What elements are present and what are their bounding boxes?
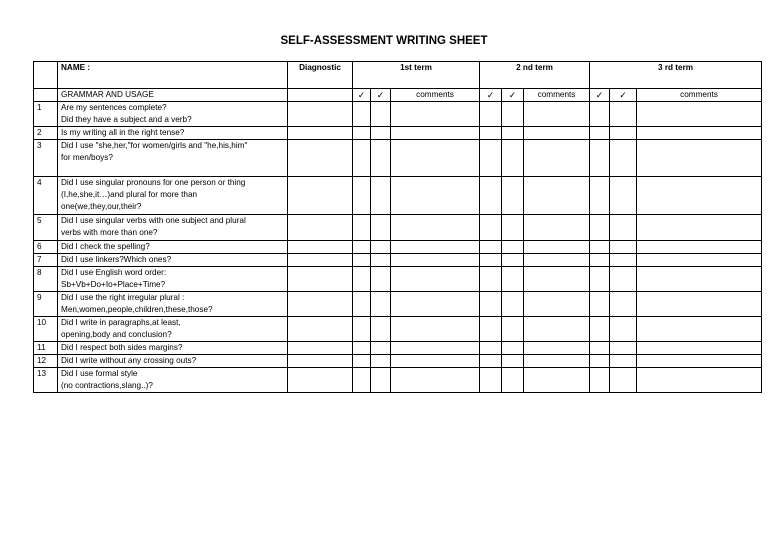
answer-cell[interactable] (288, 102, 353, 127)
answer-cell[interactable] (590, 355, 610, 368)
question-line: Did I use singular verbs with one subject and plural (61, 216, 246, 225)
answer-cell[interactable] (502, 342, 524, 355)
question-line: Did I use formal style (61, 369, 138, 378)
answer-cell[interactable] (502, 102, 524, 127)
answer-cell[interactable] (391, 102, 480, 127)
answer-cell[interactable] (391, 140, 480, 177)
answer-cell[interactable] (590, 140, 610, 177)
table-row (34, 140, 762, 177)
answer-cell[interactable] (391, 254, 480, 267)
answer-cell[interactable] (524, 127, 590, 140)
answer-cell[interactable] (371, 317, 391, 342)
answer-cell[interactable] (480, 140, 502, 177)
answer-cell[interactable] (288, 177, 353, 215)
table-row (34, 127, 762, 140)
answer-cell[interactable] (288, 140, 353, 177)
question-line: verbs with more than one? (61, 228, 158, 237)
name-label: NAME : (58, 62, 288, 89)
diagnostic-cell (288, 89, 353, 102)
answer-cell[interactable] (480, 317, 502, 342)
question-line: Did I check the spelling? (61, 242, 150, 251)
answer-cell[interactable] (353, 140, 371, 177)
answer-cell[interactable] (610, 292, 637, 317)
answer-cell[interactable] (610, 355, 637, 368)
answer-cell[interactable] (371, 267, 391, 292)
answer-cell[interactable] (502, 177, 524, 215)
question-cell (58, 317, 288, 342)
question-cell (58, 177, 288, 215)
answer-cell[interactable] (524, 254, 590, 267)
row-number: 12 (34, 355, 58, 368)
answer-cell[interactable] (391, 342, 480, 355)
answer-cell[interactable] (590, 368, 610, 393)
answer-cell[interactable] (353, 292, 371, 317)
question-line: Did I write without any crossing outs? (61, 356, 197, 365)
answer-cell[interactable] (524, 368, 590, 393)
question-line: Is my writing all in the right tense? (61, 128, 185, 137)
answer-cell[interactable] (524, 215, 590, 241)
answer-cell[interactable] (524, 355, 590, 368)
answer-cell[interactable] (288, 215, 353, 241)
answer-cell[interactable] (502, 317, 524, 342)
answer-cell[interactable] (480, 215, 502, 241)
row-number: 6 (34, 241, 58, 254)
answer-cell[interactable] (590, 127, 610, 140)
question-cell (58, 267, 288, 292)
answer-cell[interactable] (610, 254, 637, 267)
answer-cell[interactable] (480, 292, 502, 317)
answer-cell[interactable] (288, 355, 353, 368)
answer-cell[interactable] (480, 241, 502, 254)
answer-cell[interactable] (480, 102, 502, 127)
question-cell (58, 368, 288, 393)
blank-cell (34, 89, 58, 102)
answer-cell[interactable] (371, 241, 391, 254)
question-line: Did I use singular pronouns for one person or thing (61, 178, 246, 187)
answer-cell[interactable] (502, 254, 524, 267)
answer-cell[interactable] (288, 342, 353, 355)
answer-cell[interactable] (610, 140, 637, 177)
row-number: 13 (34, 368, 58, 393)
table-row (34, 241, 762, 254)
answer-cell[interactable] (524, 177, 590, 215)
answer-cell[interactable] (610, 368, 637, 393)
answer-cell[interactable] (637, 215, 762, 241)
answer-cell[interactable] (353, 127, 371, 140)
answer-cell[interactable] (371, 368, 391, 393)
answer-cell[interactable] (637, 355, 762, 368)
answer-cell[interactable] (502, 241, 524, 254)
answer-cell[interactable] (590, 292, 610, 317)
answer-cell[interactable] (610, 342, 637, 355)
answer-cell[interactable] (590, 317, 610, 342)
answer-cell[interactable] (637, 267, 762, 292)
answer-cell[interactable] (610, 102, 637, 127)
answer-cell[interactable] (353, 215, 371, 241)
row-number: 7 (34, 254, 58, 267)
answer-cell[interactable] (288, 317, 353, 342)
answer-cell[interactable] (480, 177, 502, 215)
answer-cell[interactable] (371, 355, 391, 368)
answer-cell[interactable] (353, 102, 371, 127)
question-line: Men,women,people,children,these,those? (61, 305, 213, 314)
table-row (34, 215, 762, 241)
section-label: GRAMMAR AND USAGE (58, 89, 288, 102)
answer-cell[interactable] (524, 102, 590, 127)
answer-cell[interactable] (371, 292, 391, 317)
assessment-table (33, 61, 762, 393)
question-line: Did I write in paragraphs,at least, (61, 318, 181, 327)
answer-cell[interactable] (480, 342, 502, 355)
question-cell (58, 102, 288, 127)
question-cell (58, 342, 288, 355)
check-icon: ✓ (610, 89, 637, 102)
table-row (34, 342, 762, 355)
question-line: Sb+Vb+Do+Io+Place+Time? (61, 280, 166, 289)
answer-cell[interactable] (288, 254, 353, 267)
answer-cell[interactable] (610, 267, 637, 292)
term1-header: 1st term (353, 62, 480, 89)
question-line: one(we,they,our,their? (61, 202, 142, 211)
answer-cell[interactable] (288, 292, 353, 317)
row-number: 9 (34, 292, 58, 317)
row-number: 5 (34, 215, 58, 241)
answer-cell[interactable] (502, 127, 524, 140)
answer-cell[interactable] (391, 292, 480, 317)
answer-cell[interactable] (637, 368, 762, 393)
page-title: SELF-ASSESSMENT WRITING SHEET (280, 35, 488, 47)
answer-cell[interactable] (480, 368, 502, 393)
answer-cell[interactable] (637, 254, 762, 267)
table-row (34, 177, 762, 215)
answer-cell[interactable] (391, 177, 480, 215)
answer-cell[interactable] (524, 241, 590, 254)
question-line: Did I use linkers?Which ones? (61, 255, 172, 264)
answer-cell[interactable] (637, 140, 762, 177)
diagnostic-header: Diagnostic (288, 62, 353, 89)
answer-cell[interactable] (353, 267, 371, 292)
answer-cell[interactable] (524, 292, 590, 317)
table-row (34, 267, 762, 292)
blank-cell (34, 62, 58, 89)
answer-cell[interactable] (590, 215, 610, 241)
answer-cell[interactable] (502, 355, 524, 368)
table-row (34, 317, 762, 342)
answer-cell[interactable] (480, 355, 502, 368)
question-cell (58, 241, 288, 254)
question-cell (58, 140, 288, 177)
question-cell (58, 215, 288, 241)
check-icon: ✓ (590, 89, 610, 102)
row-number: 2 (34, 127, 58, 140)
answer-cell[interactable] (371, 102, 391, 127)
answer-cell[interactable] (353, 254, 371, 267)
answer-cell[interactable] (590, 254, 610, 267)
answer-cell[interactable] (288, 241, 353, 254)
answer-cell[interactable] (288, 368, 353, 393)
row-number: 1 (34, 102, 58, 127)
question-line: Did they have a subject and a verb? (61, 115, 192, 124)
answer-cell[interactable] (391, 267, 480, 292)
term2-header: 2 nd term (480, 62, 590, 89)
answer-cell[interactable] (288, 127, 353, 140)
check-icon: ✓ (353, 89, 371, 102)
answer-cell[interactable] (353, 342, 371, 355)
answer-cell[interactable] (391, 215, 480, 241)
answer-cell[interactable] (610, 177, 637, 215)
check-icon: ✓ (480, 89, 502, 102)
answer-cell[interactable] (353, 368, 371, 393)
row-number: 10 (34, 317, 58, 342)
answer-cell[interactable] (590, 102, 610, 127)
question-cell (58, 292, 288, 317)
row-number: 11 (34, 342, 58, 355)
answer-cell[interactable] (371, 215, 391, 241)
check-icon: ✓ (502, 89, 524, 102)
check-icon: ✓ (371, 89, 391, 102)
answer-cell[interactable] (391, 317, 480, 342)
answer-cell[interactable] (524, 267, 590, 292)
question-line: Did I use the right irregular plural : (61, 293, 185, 302)
answer-cell[interactable] (637, 127, 762, 140)
answer-cell[interactable] (637, 292, 762, 317)
answer-cell[interactable] (637, 241, 762, 254)
answer-cell[interactable] (610, 241, 637, 254)
answer-cell[interactable] (590, 267, 610, 292)
answer-cell[interactable] (610, 317, 637, 342)
table-row (34, 254, 762, 267)
answer-cell[interactable] (610, 215, 637, 241)
answer-cell[interactable] (590, 241, 610, 254)
question-cell (58, 254, 288, 267)
answer-cell[interactable] (502, 267, 524, 292)
answer-cell[interactable] (524, 317, 590, 342)
answer-cell[interactable] (637, 342, 762, 355)
question-line: (no contractions,slang..)? (61, 381, 153, 390)
answer-cell[interactable] (590, 177, 610, 215)
answer-cell[interactable] (288, 267, 353, 292)
question-line: (I,he,she,it…)and plural for more than (61, 190, 198, 199)
answer-cell[interactable] (480, 127, 502, 140)
answer-cell[interactable] (391, 355, 480, 368)
answer-cell[interactable] (371, 254, 391, 267)
question-line: for men/boys? (61, 153, 113, 162)
comments-header: comments (391, 89, 480, 102)
answer-cell[interactable] (610, 127, 637, 140)
answer-cell[interactable] (391, 368, 480, 393)
answer-cell[interactable] (391, 241, 480, 254)
answer-cell[interactable] (524, 140, 590, 177)
row-number: 8 (34, 267, 58, 292)
answer-cell[interactable] (502, 215, 524, 241)
answer-cell[interactable] (502, 368, 524, 393)
question-line: opening,body and conclusion? (61, 330, 172, 339)
answer-cell[interactable] (524, 342, 590, 355)
answer-cell[interactable] (353, 241, 371, 254)
answer-cell[interactable] (371, 177, 391, 215)
answer-cell[interactable] (371, 127, 391, 140)
row-number: 4 (34, 177, 58, 215)
question-cell (58, 355, 288, 368)
question-line: Did I use "she,her,"for women/girls and "he,his,him" (61, 141, 248, 150)
answer-cell[interactable] (353, 317, 371, 342)
answer-cell[interactable] (637, 317, 762, 342)
table-row (34, 368, 762, 393)
comments-header: comments (637, 89, 762, 102)
answer-cell[interactable] (480, 254, 502, 267)
table-row (34, 292, 762, 317)
answer-cell[interactable] (353, 177, 371, 215)
table-row (34, 355, 762, 368)
answer-cell[interactable] (502, 292, 524, 317)
table-row (34, 102, 762, 127)
answer-cell[interactable] (637, 177, 762, 215)
answer-cell[interactable] (637, 102, 762, 127)
answer-cell[interactable] (353, 355, 371, 368)
question-line: Are my sentences complete? (61, 103, 167, 112)
answer-cell[interactable] (371, 140, 391, 177)
subheader-row (34, 89, 762, 102)
answer-cell[interactable] (590, 342, 610, 355)
term3-header: 3 rd term (590, 62, 762, 89)
header-row (34, 62, 762, 89)
question-line: Did I respect both sides margins? (61, 343, 183, 352)
answer-cell[interactable] (371, 342, 391, 355)
question-line: Did I use English word order: (61, 268, 167, 277)
row-number: 3 (34, 140, 58, 177)
answer-cell[interactable] (391, 127, 480, 140)
question-cell (58, 127, 288, 140)
comments-header: comments (524, 89, 590, 102)
answer-cell[interactable] (502, 140, 524, 177)
answer-cell[interactable] (480, 267, 502, 292)
